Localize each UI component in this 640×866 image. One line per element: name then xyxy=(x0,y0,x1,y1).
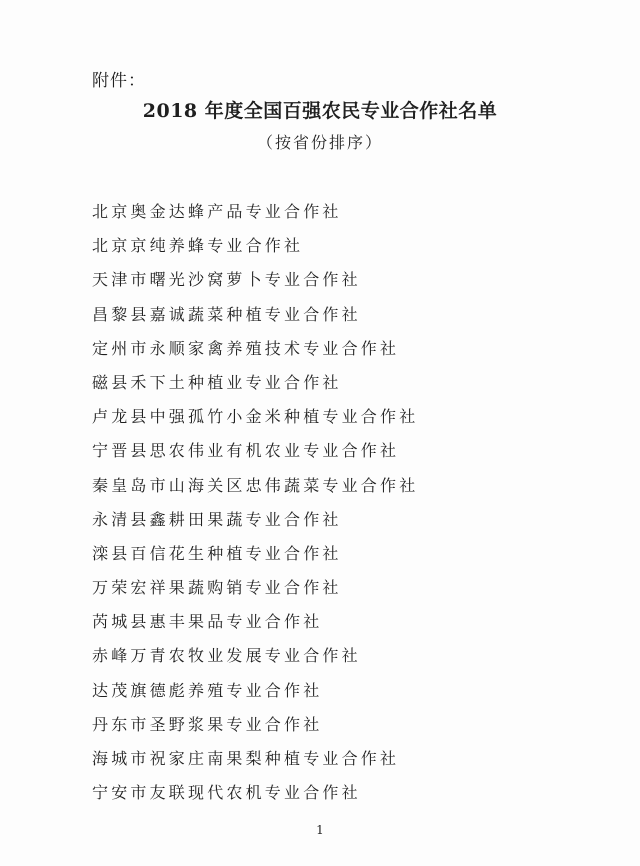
list-item: 宁安市友联现代农机专业合作社 xyxy=(92,783,361,803)
list-item: 宁晋县思农伟业有机农业专业合作社 xyxy=(92,441,400,461)
cooperative-list xyxy=(92,199,418,814)
attachment-label: 附件： xyxy=(92,71,146,91)
document-subtitle: （按省份排序） xyxy=(256,133,383,152)
list-item: 永清县鑫耕田果蔬专业合作社 xyxy=(92,509,342,529)
page-number: 1 xyxy=(316,823,324,837)
list-item: 天津市曙光沙窝萝卜专业合作社 xyxy=(92,270,361,290)
list-item: 丹东市圣野浆果专业合作社 xyxy=(92,714,323,734)
list-item: 赤峰万青农牧业发展专业合作社 xyxy=(92,646,361,666)
list-item: 定州市永顺家禽养殖技术专业合作社 xyxy=(92,338,400,358)
list-item: 北京京纯养蜂专业合作社 xyxy=(92,236,304,256)
list-item: 芮城县惠丰果品专业合作社 xyxy=(92,612,323,632)
list-item: 秦皇岛市山海关区忠伟蔬菜专业合作社 xyxy=(92,475,419,495)
list-item: 万荣宏祥果蔬购销专业合作社 xyxy=(92,578,342,598)
list-item: 卢龙县中强孤竹小金米种植专业合作社 xyxy=(92,407,419,427)
list-item: 达茂旗德彪养殖专业合作社 xyxy=(92,680,323,700)
list-item: 海城市祝家庄南果梨种植专业合作社 xyxy=(92,749,400,768)
list-item: 昌黎县嘉诚蔬菜种植专业合作社 xyxy=(92,304,361,324)
list-item: 北京奥金达蜂产品专业合作社 xyxy=(92,202,342,221)
document-title: 2018 年度全国百强农民专业合作社名单 xyxy=(142,100,498,122)
list-item: 滦县百信花生种植专业合作社 xyxy=(92,543,342,563)
list-item: 磁县禾下土种植业专业合作社 xyxy=(92,372,342,392)
